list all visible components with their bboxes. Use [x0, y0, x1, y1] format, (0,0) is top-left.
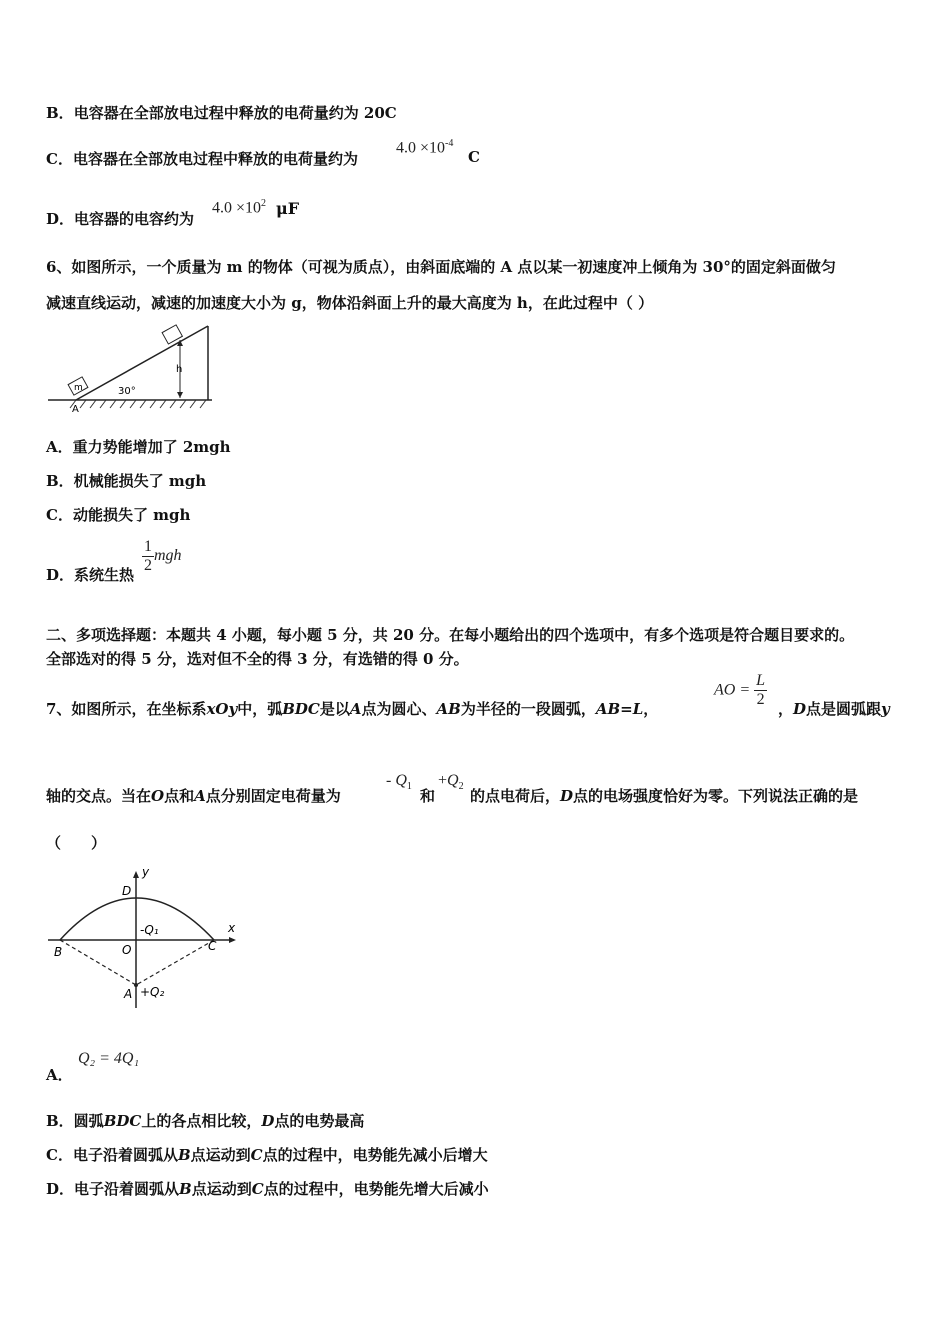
q6-stem-line1: 6、如图所示，一个质量为 m 的物体（可视为质点），由斜面底端的 A 点以某一初速度冲上倾角为 30°的固定斜面做匀 — [46, 258, 836, 276]
q7-q1: Q — [395, 772, 407, 789]
q5-option-c-math — [396, 138, 453, 157]
q7-ao-num: L — [756, 672, 766, 689]
q7-option-a-math: Q₂ = 4Q₁ — [78, 1050, 140, 1067]
ground-hatch — [70, 400, 206, 408]
q5-option-d — [46, 208, 194, 229]
q7-paren: （ ） — [46, 834, 107, 852]
q7-q2-sub: 2 — [458, 781, 464, 793]
q5-option-b-text: 电容器在全部放电过程中释放的电荷量约为 20C — [73, 104, 397, 122]
q6-option-d-mgh: mgh — [154, 547, 182, 565]
q7-option-b-bdc: BDC — [103, 1112, 142, 1130]
q5-option-c-unit: C — [468, 148, 480, 166]
q5-option-c-label: C． — [46, 150, 73, 168]
q7-option-b-d: D — [261, 1112, 275, 1130]
q7-option-c-c: C — [250, 1146, 263, 1164]
q5-option-d-text: 电容器的电容约为 — [74, 210, 195, 228]
q7-a-2: A — [194, 787, 206, 805]
q7-option-c-b: B — [177, 1146, 191, 1164]
q7-ao-lhs: AO = — [714, 681, 751, 699]
q5-option-c — [46, 148, 358, 169]
incline-surface — [76, 326, 208, 400]
q7-option-c-text-2: 点运动到 — [190, 1146, 251, 1164]
label-y: y — [142, 868, 150, 879]
q7-option-c-text-1: C．电子沿着圆弧从 — [46, 1146, 178, 1164]
q7-option-d-text-3: 点的过程中，电势能先增大后减小 — [263, 1180, 489, 1198]
q7-option-d-text-1: D．电子沿着圆弧从 — [46, 1180, 180, 1198]
q7-q2: Q — [447, 772, 459, 789]
q7-option-a-label: A． — [46, 1066, 73, 1084]
q6-stem-line2: 减速直线运动，减速的加速度大小为 g，物体沿斜面上升的最大高度为 h，在此过程中（ ） — [46, 294, 654, 312]
q7-text-2: 中，弧 — [237, 700, 283, 718]
q7-ab: AB — [436, 700, 461, 718]
x-axis-arrow — [229, 937, 236, 943]
label-pos-q2: +Q₂ — [140, 985, 165, 999]
q7-d: D — [793, 700, 807, 718]
block-top — [162, 325, 182, 344]
q6-option-d: D．系统生热 — [46, 566, 135, 584]
q7-option-b-text-3: 点的电势最高 — [274, 1112, 365, 1130]
label-c: C — [208, 939, 217, 953]
q7-option-c-text-3: 点的过程中，电势能先减小后增大 — [262, 1146, 488, 1164]
dashed-ac — [136, 940, 214, 985]
q7-d-2: D — [560, 787, 574, 805]
q7-comma-2: ， — [778, 700, 794, 718]
q7-option-c — [46, 1144, 488, 1165]
q7-neg-q1 — [386, 772, 412, 792]
q5-option-c-text: 电容器在全部放电过程中释放的电荷量约为 — [72, 150, 358, 168]
q5-option-c-math-base: 4.0 ×10 — [396, 139, 446, 157]
q7-pos-sign: + — [438, 772, 448, 789]
q7-stem-line2-left — [46, 785, 341, 806]
q7-option-d-c: C — [251, 1180, 264, 1198]
q7-text-4: 点为圆心、 — [361, 700, 437, 718]
section2-header-line1: 二、多项选择题：本题共 4 小题，每小题 5 分，共 20 分。在每小题给出的四个选项中，有多个选项是符合题目要求的。 — [46, 626, 855, 644]
q7-ab-eq-l: AB=L — [595, 700, 644, 718]
q7-pos-q2 — [438, 772, 464, 792]
q7-text-10: 的点电荷后， — [470, 787, 561, 805]
q7-and: 和 — [420, 787, 436, 805]
q7-neg-sign: - — [386, 772, 392, 789]
q7-text-1: 7、如图所示，在坐标系 — [46, 700, 207, 718]
q7-text-9: 点分别固定电荷量为 — [205, 787, 341, 805]
q5-option-c-math-exp: -4 — [445, 138, 454, 149]
q6-option-c: C．动能损失了 mgh — [46, 506, 191, 524]
y-axis-arrow — [133, 871, 139, 878]
q7-stem-line1-right — [778, 698, 890, 719]
q7-xoy: xOy — [206, 700, 238, 718]
label-h: h — [176, 364, 183, 375]
q7-ao-formula — [714, 672, 767, 709]
q6-incline-figure — [46, 322, 216, 417]
q7-comma: ， — [643, 700, 659, 718]
q5-option-d-label: D． — [46, 210, 75, 228]
q5-option-b-label: B． — [46, 104, 74, 122]
q7-o: O — [151, 787, 165, 805]
q7-a: A — [349, 700, 362, 718]
label-o: O — [122, 943, 132, 957]
q6-option-a: A．重力势能增加了 2mgh — [46, 438, 231, 456]
q5-option-d-math-base: 4.0 ×10 — [212, 199, 262, 217]
q6-option-b: B．机械能损失了 mgh — [46, 472, 207, 490]
q7-text-11: 点的电场强度恰好为零。下列说法正确的是 — [573, 787, 859, 805]
label-m: m — [74, 383, 83, 393]
q7-text-5: 为半径的一段圆弧， — [460, 700, 596, 718]
fraction-denominator: 2 — [144, 557, 152, 574]
q7-text-6: 点是圆弧跟 — [806, 700, 882, 718]
label-d: D — [122, 884, 132, 898]
arc-bdc — [60, 898, 214, 940]
q5-option-d-math-exp: 2 — [261, 198, 267, 209]
q7-bdc: BDC — [282, 700, 320, 718]
q6-option-d-math — [142, 538, 182, 575]
q7-y: y — [881, 700, 890, 718]
q5-option-b — [46, 102, 397, 123]
q7-option-d-text-2: 点运动到 — [191, 1180, 252, 1198]
q5-option-d-unit: μF — [276, 199, 300, 218]
q5-option-d-math — [212, 198, 266, 217]
q7-arc-figure — [46, 868, 241, 1013]
label-b: B — [54, 945, 63, 959]
label-x: x — [228, 921, 236, 935]
q7-option-d-b: B — [179, 1180, 192, 1198]
label-a: A — [72, 404, 79, 415]
label-neg-q1: -Q₁ — [140, 923, 159, 937]
q7-q1-sub: 1 — [406, 781, 412, 793]
section2-header-line2: 全部选对的得 5 分，选对但不全的得 3 分，有选错的得 0 分。 — [46, 650, 469, 668]
q7-ao-den: 2 — [756, 691, 765, 708]
height-arrow-head-down — [177, 392, 183, 398]
q7-option-b-text-2: 上的各点相比较， — [141, 1112, 262, 1130]
q7-option-d — [46, 1178, 489, 1199]
q7-stem-line1-left — [46, 698, 658, 719]
fraction-numerator: 1 — [144, 538, 152, 555]
label-angle: 30° — [118, 386, 136, 397]
q7-text-7: 轴的交点。当在 — [46, 787, 152, 805]
q7-stem-line2-right — [470, 785, 858, 806]
point-a — [134, 983, 138, 987]
q7-text-3: 是以 — [319, 700, 350, 718]
q7-text-8: 点和 — [164, 787, 195, 805]
label-a: A — [124, 987, 133, 1001]
q7-option-b — [46, 1110, 364, 1131]
q7-option-b-text-1: B．圆弧 — [46, 1112, 104, 1130]
